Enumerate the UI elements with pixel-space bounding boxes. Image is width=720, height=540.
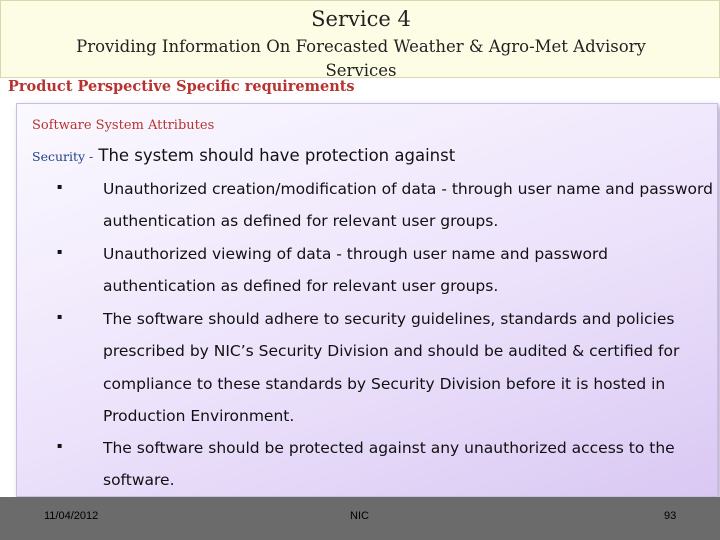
bullet-marker: ▪ <box>57 182 63 191</box>
slide-subtitle-line-2: Services <box>325 61 397 80</box>
security-intro: The system should have protection against <box>98 146 456 165</box>
bullet-marker: ▪ <box>57 312 63 321</box>
bullet-item-4: The software should be protected against any unauthorized access to the software. <box>103 439 675 490</box>
bullet-item-2: Unauthorized viewing of data - through user name and password authentication as defined for relevant user groups. <box>103 245 608 296</box>
section-heading: Software System Attributes <box>32 118 215 133</box>
product-perspective-heading: Product Perspective Specific requirements <box>8 78 355 95</box>
footer-date: 11/04/2012 <box>44 510 99 522</box>
slide-subtitle-line-1: Providing Information On Forecasted Weather & Agro-Met Advisory <box>76 37 646 56</box>
security-label: Security - <box>32 149 94 164</box>
bullet-marker: ▪ <box>57 441 63 450</box>
bullet-marker: ▪ <box>57 247 63 256</box>
slide-title: Service 4 <box>311 7 411 31</box>
bullet-item-1: Unauthorized creation/modification of data - through user name and password authentication as defined for relevant user groups. <box>103 180 713 231</box>
content-panel <box>16 103 718 497</box>
slide-footer <box>0 497 720 540</box>
footer-page-number: 93 <box>664 510 677 522</box>
bullet-item-3: The software should adhere to security guidelines, standards and policies prescribed by NIC’s Security Division and should be audited & certified for compliance to these standards by Security Division before it is hosted in Production Environment. <box>103 310 680 426</box>
footer-organization: NIC <box>350 510 369 522</box>
title-box <box>0 0 720 78</box>
security-line <box>32 146 455 165</box>
